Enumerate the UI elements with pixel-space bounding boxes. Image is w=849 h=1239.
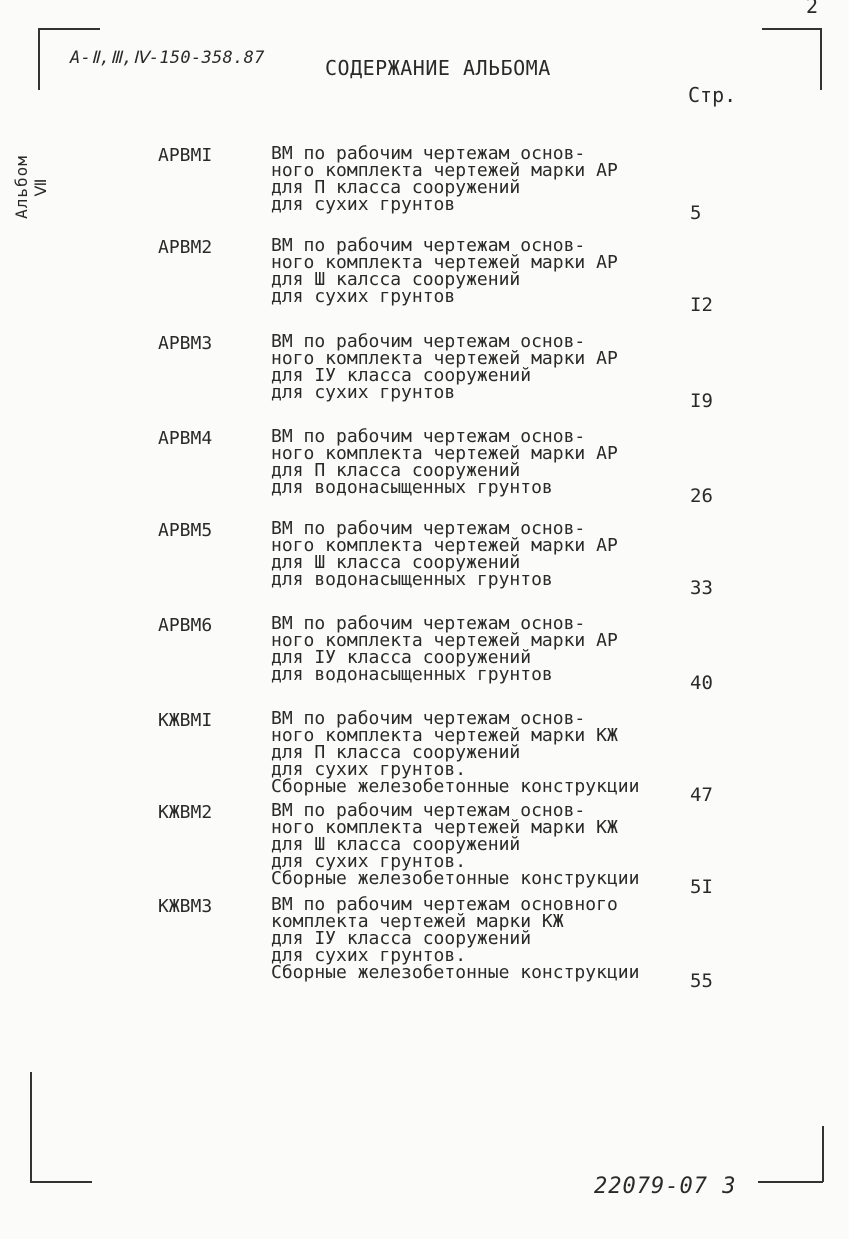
entry-description-line: для IУ класса сооружений [271,365,532,386]
entry-description-line: для водонасыщенных грунтов [271,477,553,498]
frame-corner-bottom-left-h [30,1181,92,1183]
entry-description-line: для IУ класса сооружений [271,928,532,949]
entry-description-line: для Ш класса сооружений [271,552,521,573]
entry-description-line: Сборные железобетонные конструкции [271,776,640,797]
frame-corner-top-left-h [38,28,100,30]
entry-code: АРВМI [158,145,213,166]
entry-description-line: для IУ класса сооружений [271,647,532,668]
entry-description-line: ного комплекта чертежей марки КЖ [271,817,618,838]
entry-description-line: ного комплекта чертежей марки КЖ [271,725,618,746]
entry-description-line: для Ш калсса сооружений [271,269,521,290]
entry-description-line: для сухих грунтов [271,382,456,403]
entry-description-line: ВМ по рабочим чертежам основ- [271,331,586,352]
entry-description-line: для П класса сооружений [271,460,521,481]
entry-page-number: 47 [690,784,713,806]
entry-code: АРВМ5 [158,520,213,541]
entry-description [271,428,618,496]
entry-description-line: Сборные железобетонные конструкции [271,868,640,889]
entry-page-number: 26 [690,485,713,507]
entry-page-number: 5I [690,876,713,898]
entry-description-line: для сухих грунтов. [271,945,467,966]
frame-corner-top-right-h [762,28,822,30]
entry-description-line: ного комплекта чертежей марки АР [271,252,618,273]
entry-code: АРВМ6 [158,615,213,636]
entry-description-line: для сухих грунтов. [271,851,467,872]
entry-description-line: для водонасыщенных грунтов [271,569,553,590]
entry-description [271,802,639,887]
frame-corner-top-right-v [820,28,822,90]
entry-description-line: ного комплекта чертежей марки АР [271,443,618,464]
entry-code: КЖВМ2 [158,802,213,823]
entry-description-line: комплекта чертежей марки КЖ [271,911,564,932]
entry-description-line: для сухих грунтов [271,194,456,215]
frame-corner-bottom-left-v [30,1072,32,1182]
entry-description [271,615,618,683]
entry-description-line: для сухих грунтов [271,286,456,307]
entry-description-line: ВМ по рабочим чертежам основ- [271,800,586,821]
page-number: 2 [806,0,819,18]
page-title: СОДЕРЖАНИЕ АЛЬБОМА [325,56,551,80]
entry-description-line: ВМ по рабочим чертежам основ- [271,143,586,164]
entry-code: КЖВМI [158,710,213,731]
frame-corner-bottom-right-v [822,1126,824,1182]
entry-code: АРВМ3 [158,333,213,354]
entry-page-number: 55 [690,970,713,992]
entry-description-line: для П класса сооружений [271,742,521,763]
entry-description-line: ВМ по рабочим чертежам основ- [271,518,586,539]
entry-description [271,520,618,588]
entry-code: КЖВМ3 [158,896,213,917]
frame-corner-bottom-right-h [758,1181,823,1183]
entry-description-line: Сборные железобетонные конструкции [271,962,640,983]
entry-description-line: ВМ по рабочим чертежам основ- [271,708,586,729]
page-column-header: Стр. [688,83,737,107]
album-side-label: Альбом Ⅶ [12,155,50,219]
entry-page-number: 40 [690,672,713,694]
entry-page-number: I9 [690,390,713,412]
entry-description-line: ного комплекта чертежей марки АР [271,348,618,369]
entry-description-line: для водонасыщенных грунтов [271,664,553,685]
document-stamp: 22079-07 3 [594,1174,737,1199]
entry-description [271,145,618,213]
entry-description-line: ВМ по рабочим чертежам основ- [271,613,586,634]
entry-description-line: для Ш класса сооружений [271,834,521,855]
entry-description-line: ВМ по рабочим чертежам основ- [271,426,586,447]
frame-corner-top-left-v [38,28,40,90]
entry-page-number: 33 [690,577,713,599]
entry-description [271,333,618,401]
entry-description-line: ВМ по рабочим чертежам основного [271,894,618,915]
entry-description-line: для П класса сооружений [271,177,521,198]
album-code: A-Ⅱ,Ⅲ,Ⅳ-150-358.87 [70,48,265,68]
entry-description [271,896,639,981]
entry-code: АРВМ2 [158,237,213,258]
entry-description-line: ного комплекта чертежей марки АР [271,535,618,556]
entry-description-line: ВМ по рабочим чертежам основ- [271,235,586,256]
entry-description [271,710,639,795]
entry-page-number: I2 [690,294,713,316]
entry-description-line: ного комплекта чертежей марки АР [271,630,618,651]
entry-description-line: для сухих грунтов. [271,759,467,780]
entry-description-line: ного комплекта чертежей марки АР [271,160,618,181]
entry-description [271,237,618,305]
entry-page-number: 5 [690,202,702,224]
entry-code: АРВМ4 [158,428,213,449]
